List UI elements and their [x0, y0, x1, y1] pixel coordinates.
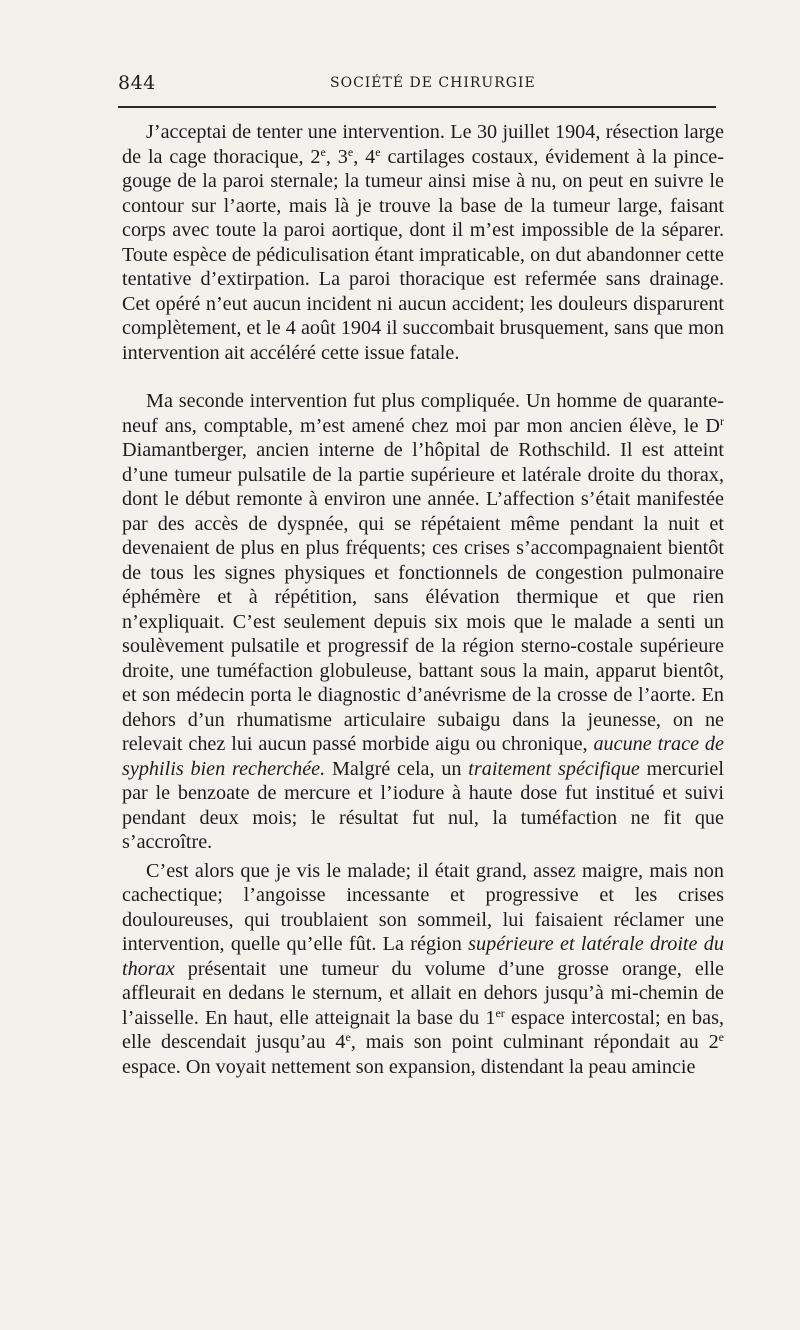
p1-sup-1: e [320, 144, 326, 159]
page-number: 844 [118, 72, 156, 94]
p3-sup-2: e [345, 1030, 351, 1044]
p3-italic-1: supérieure et latérale droite du thorax [122, 933, 724, 980]
p3-text-e: espace. On voyait nettement son expansion, distendant la peau amincie [122, 1055, 696, 1078]
p1-sup-3: e [375, 144, 381, 159]
paragraph-2 [122, 389, 724, 855]
p1-text-c: , 4 [353, 145, 376, 168]
p2-text-a: Ma seconde intervention fut plus compliquée. Un homme de quarante-neuf ans, comptable, m’est amené chez moi par mon ancien élève, le D [122, 390, 724, 437]
p3-text-a: C’est alors que je vis le malade; il était grand, assez maigre, mais non cachectique; l’angoisse incessante et progressive et les crises douloureuses, qui troublaient son sommeil, lui faisaient réclamer une intervention, quelle qu’elle fût. La région [122, 859, 724, 955]
p1-sup-2: e [347, 144, 354, 159]
p3-sup-1: er [495, 1005, 505, 1020]
p2-text-c: Malgré cela, un [325, 757, 469, 780]
p2-text-b: Diamantberger, ancien interne de l’hôpital de Rothschild. Il est atteint d’une tumeur pulsatile de la partie supérieure et latérale droite du thorax, dont le début remonte à environ une année. L’affection s’était manifestée par des accès de dyspnée, qui se répétaient même pendant la nuit et devenaient de plus en plus fréquents; ces crises s’accompagnaient bientôt de tous les signes physiques et fonctionnels de congestion pulmonaire éphémère et à répétition, sans élévation thermique et que rien n’expliquait. C’est seulement depuis six mois que le malade a senti un soulèvement pulsatile et progressif de la région sterno-costale supérieure droite, une tuméfaction globuleuse, battant sous la main, apparut bientôt, et son médecin porta le diagnostic d’anévrisme de la crosse de l’aorte. En dehors d’un rhumatisme articulaire subaigu dans la jeunesse, on ne relevait chez lui aucun passé morbide aigu ou chronique, [122, 439, 724, 755]
paragraph-3 [122, 859, 724, 1080]
p3-text-c: espace intercostal; en bas, elle descendait jusqu’au 4 [122, 1006, 724, 1053]
p3-text-b: présentait une tumeur du volume d’une grosse orange, elle affleurait en dedans le sternum, et allait en dehors jusqu’à mi-chemin de l’aisselle. En haut, elle atteignait la base du 1 [122, 957, 724, 1029]
running-head: SOCIÉTÉ DE CHIRURGIE [330, 75, 536, 91]
body-text [122, 120, 724, 1079]
p1-text-b: , 3 [325, 145, 348, 168]
paragraph-1 [122, 120, 724, 365]
p2-text-d: mercuriel par le benzoate de mercure et l’iodure à haute dose fut institué et suivi pendant deux mois; le résultat fut nul, la tuméfaction ne fit que s’accroître. [122, 757, 724, 853]
p3-sup-3: e [718, 1030, 724, 1044]
p1-text-a: J’acceptai de tenter une intervention. Le 30 juillet 1904, résection large de la cage thoracique, 2 [122, 121, 724, 168]
p2-sup-1: r [720, 413, 724, 428]
p1-text-d: cartilages costaux, évidement à la pince-gouge de la paroi sternale; la tumeur ainsi mise à nu, on peut en suivre le contour sur l’aorte, mais là je trouve la base de la tumeur large, faisant corps avec toute la paroi aortique, dont il m’est impossible de la séparer. Toute espèce de pédiculisation étant impraticable, on dut abandonner cette tentative d’extirpation. La paroi thoracique est refermée sans drainage. Cet opéré n’eut aucun incident ni aucun accident; les douleurs disparurent complètement, et le 4 août 1904 il succombait brusquement, sans que mon intervention ait accéléré cette issue fatale. [122, 145, 724, 364]
p2-italic-1: aucune trace de syphilis bien recherchée. [122, 733, 724, 780]
p3-text-d: , mais son point culminant répondait au 2 [350, 1031, 719, 1053]
p2-italic-2: traitement spécifique [468, 757, 640, 780]
header-rule [118, 106, 716, 108]
